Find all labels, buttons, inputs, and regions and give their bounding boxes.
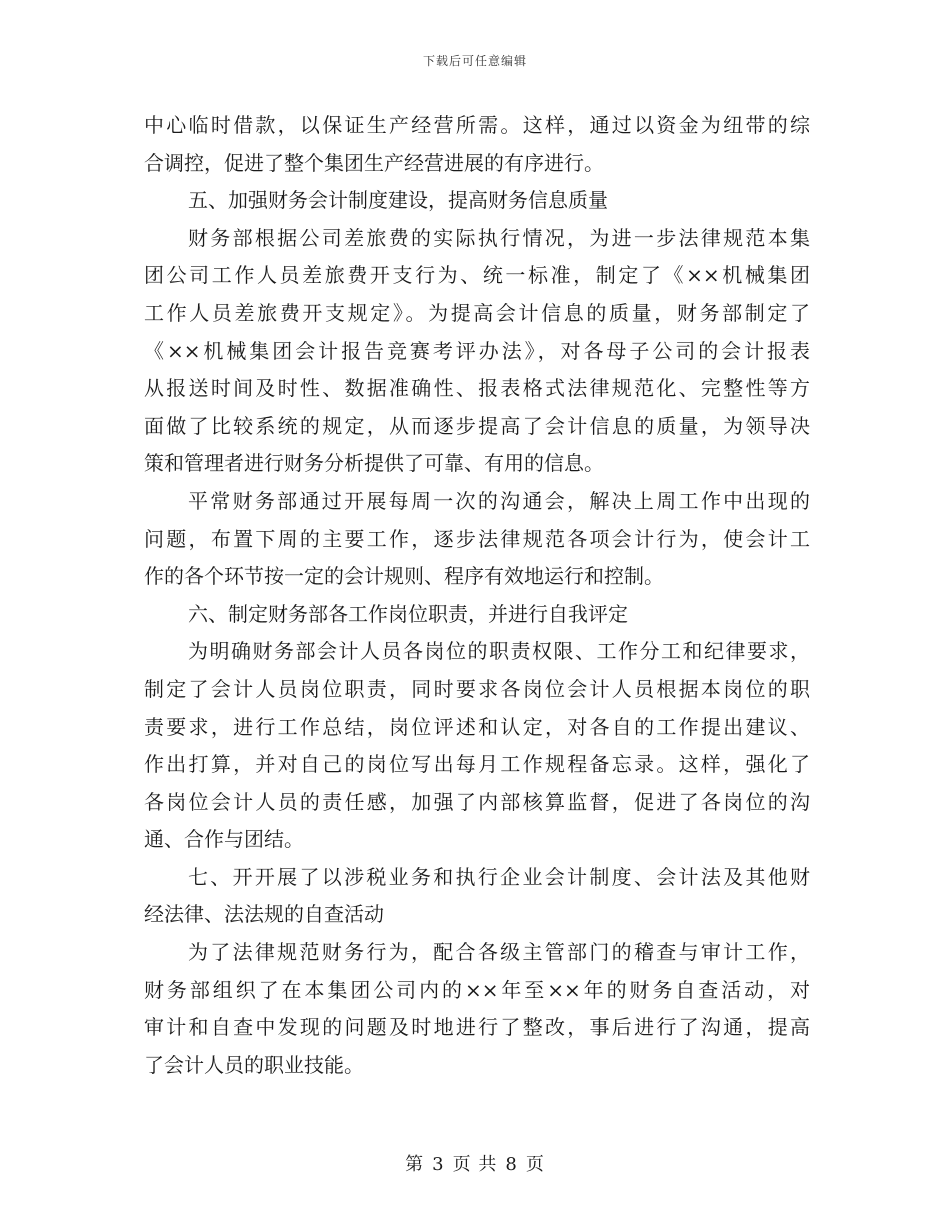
text-line: 团公司工作人员差旅费开支行为、统一标准，制定了《××机械集团 [144,263,810,288]
footer-prefix: 第 [405,1154,425,1175]
body-text [144,107,810,1084]
text-line: 责要求，进行工作总结，岗位评述和认定，对各自的工作提出建议、 [144,714,810,739]
section-heading: 五、加强财务会计制度建设，提高财务信息质量 [188,188,608,213]
text-line: 从报送时间及时性、数据准确性、报表格式法律规范化、完整性等方 [144,376,810,401]
text-line: 为了法律规范财务行为，配合各级主管部门的稽查与审计工作， [188,940,810,965]
section-heading: 六、制定财务部各工作岗位职责，并进行自我评定 [188,601,628,626]
text-line: 合调控，促进了整个集团生产经营进展的有序进行。 [144,150,604,175]
text-line: 《××机械集团会计报告竞赛考评办法》，对各母子公司的会计报表 [144,338,810,363]
section-heading: 七、开开展了以涉税业务和执行企业会计制度、会计法及其他财 [188,864,810,889]
page-footer [0,1150,950,1176]
text-line: 作的各个环节按一定的会计规则、程序有效地运行和控制。 [144,564,664,589]
text-line: 制定了会计人员岗位职责，同时要求各岗位会计人员根据本岗位的职 [144,676,810,701]
total-pages: 8 [505,1154,518,1175]
section-heading: 经法律、法法规的自查活动 [144,902,384,927]
text-line: 为明确财务部会计人员各岗位的职责权限、工作分工和纪律要求， [188,639,810,664]
text-line: 作出打算，并对自己的岗位写出每月工作规程备忘录。这样，强化了 [144,752,810,777]
text-line: 审计和自查中发现的问题及时地进行了整改，事后进行了沟通，提高 [144,1015,810,1040]
footer-suffix: 页 [525,1154,545,1175]
text-line: 面做了比较系统的规定，从而逐步提高了会计信息的质量，为领导决 [144,413,810,438]
text-line: 财务部根据公司差旅费的实际执行情况，为进一步法律规范本集 [188,225,810,250]
page-number: 3 [432,1154,445,1175]
text-line: 各岗位会计人员的责任感，加强了内部核算监督，促进了各岗位的沟 [144,789,810,814]
text-line: 财务部组织了在本集团公司内的××年至××年的财务自查活动，对 [144,977,810,1002]
page-header: 下载后可任意编辑 [422,54,527,68]
text-line: 问题，布置下周的主要工作，逐步法律规范各项会计行为，使会计工 [144,526,810,551]
text-line: 平常财务部通过开展每周一次的沟通会，解决上周工作中出现的 [188,488,810,513]
text-line: 工作人员差旅费开支规定》。为提高会计信息的质量，财务部制定了 [144,300,810,325]
text-line: 了会计人员的职业技能。 [144,1052,364,1077]
footer-middle: 页 共 [452,1154,498,1175]
text-line: 中心临时借款，以保证生产经营所需。这样，通过以资金为纽带的综 [144,113,810,137]
text-line: 策和管理者进行财务分析提供了可靠、有用的信息。 [144,451,604,476]
text-line: 通、合作与团结。 [144,827,304,852]
